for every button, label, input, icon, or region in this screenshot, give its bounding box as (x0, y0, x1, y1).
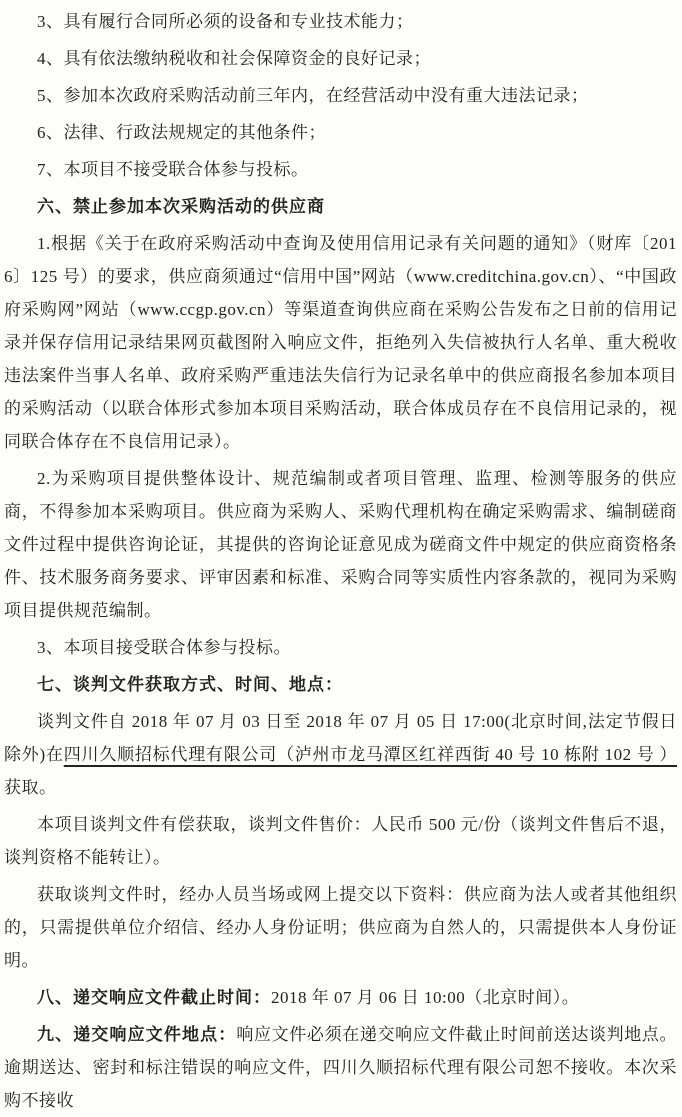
paragraph (4, 808, 677, 874)
section-heading (4, 668, 677, 701)
text-run: 获取谈判文件时，经办人员当场或网上提交以下资料：供应商为法人或者其他组织的，只需提供单位介绍信、经办人身份证明；供应商为自然人的，只需提供本人身份证明。 (4, 885, 677, 970)
text-run: 2.为采购项目提供整体设计、规范编制或者项目管理、监理、检测等服务的供应商，不得参加本采购项目。供应商为采购人、采购代理机构在确定采购需求、编制磋商文件过程中提供咨询论证，其提供的咨询论证意见成为磋商文件中规定的供应商资格条件、技术服务商务要求、评审因素和标准、采购合同等实质性内容条款的，视同为采购项目提供规范编制。 (4, 469, 677, 620)
text-run: 获取。 (4, 778, 57, 797)
paragraph (4, 705, 677, 804)
text-run: 1.根据《关于在政府采购活动中查询及使用信用记录有关问题的通知》（财库〔2016〕125 号）的要求，供应商须通过“信用中国”网站（www.creditchina.gov.cn）、“中国政府采购网”网站（www.ccgp.gov.cn）等渠道查询供应商在采购公告发布之日前的信用记录并保存信用记录结果网页截图附入响应文件，拒绝列入失信被执行人名单、重大税收违法案件当事人名单、政府采购严重违法失信行为记录名单中的供应商报名参加本项目的采购活动（以联合体形式参加本项目采购活动，联合体成员存在不良信用记录的，视同联合体存在不良信用记录）。 (4, 234, 677, 451)
text-run: 5、参加本次政府采购活动前三年内，在经营活动中没有重大违法记录； (37, 86, 589, 105)
text-run: 响应文件必须在递交响应文件截止时间前送达谈判地点。逾期送达、密封和标注错误的响应文件，四川久顺招标代理有限公司恕不接收。本次采购不接收 (4, 1025, 678, 1110)
text-run: 七、谈判文件获取方式、时间、地点： (37, 675, 343, 694)
text-run: 3、本项目接受联合体参与投标。 (37, 638, 291, 657)
list-item (4, 5, 677, 38)
text-run: 3、具有履行合同所必须的设备和专业技术能力； (37, 12, 414, 31)
text-run: 7、本项目不接受联合体参与投标。 (37, 160, 309, 179)
paragraph (4, 981, 677, 1014)
text-run: 谈判文件自 2018 年 07 月 03 日至 2018 年 07 月 05 日 17:00(北京时间,法定节假日除外)在 (4, 712, 677, 764)
paragraph (4, 878, 677, 977)
bold-lead-text: 八、递交响应文件截止时间： (37, 988, 271, 1007)
list-item (4, 153, 677, 186)
section-heading (4, 190, 677, 223)
text-run: 4、具有依法缴纳税收和社会保障资金的良好记录； (37, 49, 431, 68)
document-body (4, 5, 677, 1117)
paragraph (4, 1018, 677, 1117)
text-run: 六、禁止参加本次采购活动的供应商 (37, 197, 325, 216)
paragraph (4, 227, 677, 458)
underlined-agency-address-text: 四川久顺招标代理有限公司（泸州市龙马潭区红祥西街 40 号 10 栋附 102 号 ） (63, 745, 677, 764)
paragraph (4, 462, 677, 627)
bold-lead-text: 九、递交响应文件地点： (37, 1025, 237, 1044)
list-item (4, 631, 677, 664)
list-item (4, 79, 677, 112)
list-item (4, 42, 677, 75)
text-run: 2018 年 07 月 06 日 10:00（北京时间）。 (271, 988, 580, 1007)
text-run: 本项目谈判文件有偿获取，谈判文件售价：人民币 500 元/份（谈判文件售后不退，谈判资格不能转让）。 (4, 815, 677, 867)
text-run: 6、法律、行政法规规定的其他条件； (37, 123, 326, 142)
list-item (4, 116, 677, 149)
